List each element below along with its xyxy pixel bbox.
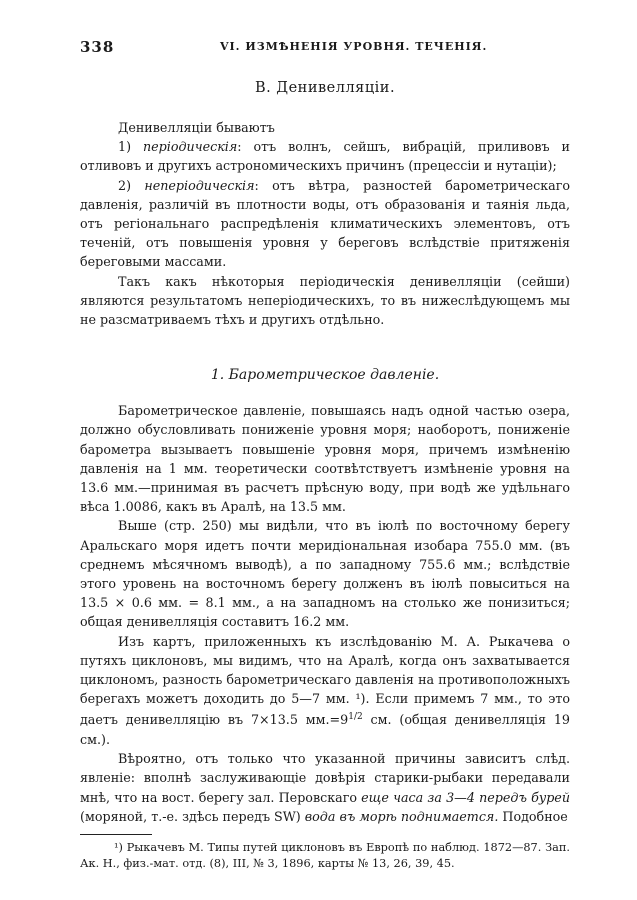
list-item-periodic [80, 137, 570, 175]
paragraph-isobar: Выше (стр. 250) мы видѣли, что въ іюлѣ по восточному берегу Аральскаго моря идетъ почти меридіональная изобара 755.0 мм. (въ среднемъ мѣсячномъ выводѣ), а по западному 755.6 мм.; вслѣдствіе этого уровень на восточномъ берегу долженъ въ іюлѣ повыситься на 13.5 × 0.6 мм. = 8.1 мм., а на западномъ на столько же понизиться; общая денивелляція составитъ 16.2 мм. [80, 518, 570, 630]
closing-paragraph: Такъ какъ нѣкоторыя періодическія денивелляціи (сейши) являются результатомъ непеpiодическихъ, то въ нижеслѣдующемъ мы не разсматриваемъ тѣхъ и другихъ отдѣльно. [80, 273, 570, 328]
item-number: 1) [118, 139, 143, 155]
text-run: Подобное [498, 808, 568, 824]
running-title: VI. ИЗМѢНЕНІЯ УРОВНЯ. ТЕЧЕНІЯ. [220, 40, 488, 53]
paragraph-pressure: Барометрическое давленіе, повышаясь надъ одной частью озера, должно обусловливать пониженіе уровня моря; наоборотъ, пониженіе барометра вызываетъ повышеніе уровня моря, причемъ измѣненію давленія на 1 мм. теоретически соотвѣтствуетъ измѣненіе уровня на 13.6 мм.—принимая въ расчетъ прѣсную воду, при водѣ же удѣльнаго вѣса 1.0086, какъ въ Аралѣ, на 13.5 мм. [80, 403, 570, 515]
italic-run: еще часа за 3—4 передъ бурей [361, 789, 570, 805]
term-periodic: періодическія [142, 139, 238, 155]
footnote-divider [80, 834, 152, 835]
text-run: см. (общая денивелляція 19 см.). [80, 712, 570, 747]
list-item-nonperiodic [80, 176, 570, 272]
text-run: Вѣроятно, отъ только что указанной причины зависитъ слѣд. явленіе: вполнѣ заслуживающіе довѣрія старики-рыбаки передавали мнѣ, что на вост. берегу зал. Перовскаго [80, 751, 570, 805]
paragraph-fishermen [80, 749, 570, 826]
page-header [80, 38, 570, 56]
italic-run: вода въ морѣ поднимается. [304, 808, 499, 824]
footnote: ¹) Рыкачевъ М. Типы путей циклоновъ въ Европѣ по наблюд. 1872—87. Зап. Ак. Н., физ.-мат. отд. (8), III, № 3, 1896, карты № 13, 26, 39, 45. [80, 840, 570, 870]
item-number: 2) [118, 177, 145, 193]
term-nonperiodic: непеpiодическія [144, 177, 255, 193]
item-text: : отъ волнъ, сейшъ, вибрацій, приливовъ и отливовъ и другихъ астрономическихъ причинъ (прецессіи и нутаціи); [80, 139, 570, 174]
page-body [80, 80, 570, 872]
paragraph-cyclones [80, 632, 570, 749]
section-title: В. Денивелляціи. [254, 80, 396, 96]
intro-line: Денивелляціи бываютъ [118, 120, 275, 135]
text-run: (моряной, т.-е. здѣсь передъ SW) [80, 808, 305, 824]
page-number: 338 [80, 38, 115, 56]
fraction: 1/2 [348, 712, 363, 723]
subsection-title: 1. Барометрическое давленіе. [210, 367, 440, 384]
text-run: Изъ картъ, приложенныхъ къ изслѣдованію М. А. Рыкачева о путяхъ циклоновъ, мы видимъ, что на Аралѣ, когда онъ захватывается циклономъ, разность барометрическаго давленія на противоположныхъ берегахъ можетъ доходить до 5—7 мм. ¹). Если примемъ 7 мм., то это даетъ денивелляцію въ 7×13.5 мм.=9 [80, 633, 570, 728]
item-text: : отъ вѣтра, разностей барометрическаго давленія, различій въ плотности воды, отъ образованія и таянія льда, отъ регіональнаго распредѣленія климатическихъ элементовъ, отъ теченій, отъ повышенія уровня у береговъ вслѣдствіе притяженія береговыми массами. [80, 177, 570, 270]
